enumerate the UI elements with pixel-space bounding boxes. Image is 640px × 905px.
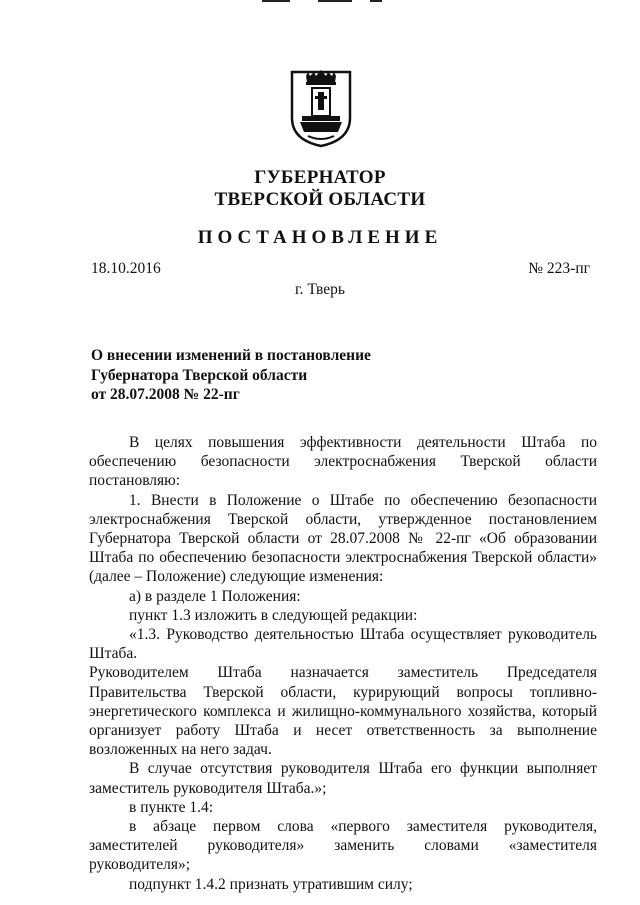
body-paragraph: 1. Внести в Положение о Штабе по обеспечению безопасности электроснабжения Тверской области, утвержденное постановлением Губернатора Тверской области от 28.07.2008 № 22-пг «Об образовании Штаба по обеспечению безопасности электроснабжения Тверской области» (далее – Положение) следующие изменения:	[89, 491, 597, 586]
document-subject	[91, 346, 371, 405]
subject-line: О внесении изменений в постановление	[91, 347, 371, 364]
document-date: 18.10.2016	[91, 260, 161, 277]
body-paragraph: «1.3. Руководство деятельностью Штаба осуществляет руководитель Штаба.	[89, 626, 597, 663]
org-name-line2: ТВЕРСКОЙ ОБЛАСТИ	[214, 189, 426, 210]
body-paragraph: пункт 1.3 изложить в следующей редакции:	[129, 606, 418, 624]
document-body	[89, 433, 597, 894]
scan-edge-line	[318, 0, 352, 2]
body-paragraph: В целях повышения эффективности деятельности Штаба по обеспечению безопасности электроснабжения Тверской области постановляю:	[89, 434, 597, 490]
scan-edge-line	[370, 0, 382, 2]
body-paragraph: в пункте 1.4:	[129, 798, 214, 816]
body-paragraph: Руководителем Штаба назначается заместитель Председателя Правительства Тверской области, курирующий вопросы топливно-энергетического комплекса и жилищно-коммунального хозяйства, который организует работу Штаба и несет ответственность за выполнение возложенных на него задач.	[89, 664, 597, 759]
scan-edge-line	[262, 0, 290, 2]
body-paragraph: а) в разделе 1 Положения:	[129, 587, 301, 605]
org-name-line1: ГУБЕРНАТОР	[254, 167, 386, 188]
document-type-title: ПОСТАНОВЛЕНИЕ	[197, 227, 443, 248]
body-paragraph: подпункт 1.4.2 признать утратившим силу;	[129, 875, 413, 893]
coat-of-arms-icon	[288, 66, 354, 148]
body-paragraph: В случае отсутствия руководителя Штаба его функции выполняет заместитель руководителя Штаба.»;	[89, 760, 597, 797]
document-city: г. Тверь	[295, 281, 345, 298]
subject-line: Губернатора Тверской области	[91, 366, 308, 384]
document-number: № 223-пг	[528, 260, 590, 277]
subject-line: от 28.07.2008 № 22-пг	[91, 386, 240, 403]
body-paragraph: в абзаце первом слова «первого заместителя руководителя, заместителей руководителя» заменить словами «заместителя руководителя»;	[89, 818, 597, 874]
